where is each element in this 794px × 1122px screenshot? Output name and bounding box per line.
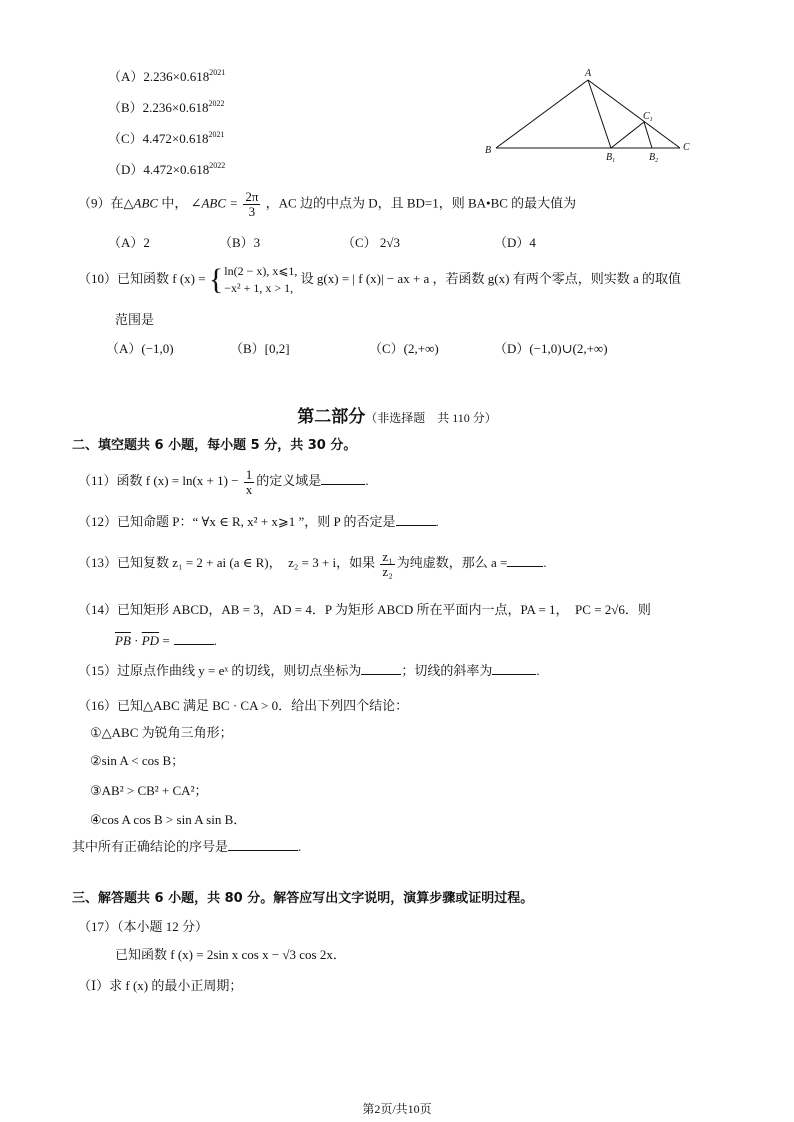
triangle-figure — [480, 62, 700, 170]
label-c1: $C_1$ — [643, 111, 653, 123]
q16-item-3: ③AB² > CB² + CA²； — [90, 783, 208, 798]
q9-option-d: （D）4 — [494, 235, 536, 250]
q10-piecewise: ln(2 − x), x⩽1, −x² + 1, x > 1, — [224, 264, 298, 296]
q16-item-2: ②sin A < cos B； — [90, 753, 185, 768]
q10-option-c: （C）(2,+∞) — [369, 341, 439, 356]
q9-option-a: （A）2 — [108, 235, 150, 250]
label-a: A — [585, 68, 592, 79]
label-c: C — [683, 142, 690, 153]
q10-stem: （10）已知函数 f (x) = { ln(2 − x), x⩽1, −x² + 1, x > 1, 设 g(x) = | f (x)| − ax + a ，若函数 g(x) 有两个零点，则实数 a 的取值 — [78, 263, 681, 297]
left-brace-icon: { — [208, 263, 224, 297]
q17-header: （17）（本小题 12 分） — [78, 919, 209, 934]
q16-item-1: ①△ABC 为锐角三角形； — [90, 725, 233, 740]
q13: （13）已知复数 z₁ = 2 + ai (a ∈ R)， z₂ = 3 + i，如果 $\frac{\text{z₁}}{\text{z₂}}$ 为纯虚数，那么 a = . — [78, 548, 547, 579]
q16: （16）已知△ABC 满足 BC · CA > 0．给出下列四个结论： — [78, 698, 409, 713]
section2-heading: 二、填空题共 6 小题，每小题 5 分，共 30 分。 — [72, 438, 357, 453]
section3-heading: 三、解答题共 6 小题，共 80 分。解答应写出文字说明，演算步骤或证明过程。 — [72, 891, 534, 906]
q10-option-d: （D）(−1,0)∪(2,+∞) — [494, 341, 608, 356]
q17-part1: （Ⅰ）求 f (x) 的最小正周期； — [78, 978, 243, 993]
q9-stem: （9）在△ABC 中， ∠ABC = $\frac{2\pi}{3}$ ，AC 边的中点为 D，且 BD=1，则 BA•BC 的最大值为 — [78, 189, 577, 219]
q14: （14）已知矩形 ABCD，AB = 3，AD = 4．P 为矩形 ABCD 所在平面内一点，PA = 1， PC = 2√6．则 — [78, 602, 651, 617]
q11: （11）函数 f (x) = ln(x + 1) − $\frac{1}{x}$ 的定义域是 . — [78, 466, 369, 497]
label-b2: $B_2$ — [649, 152, 659, 164]
q10-option-a: （A）(−1,0) — [106, 341, 174, 356]
q10-stem-cont: 范围是 — [115, 312, 155, 327]
label-b1: $B_1$ — [606, 152, 616, 164]
q9-option-c: （C） 2√3 — [342, 235, 401, 250]
q8-option-c: $(C)4.472\times 0.618^{2021}$ — [108, 130, 225, 146]
q9-option-b: （B）3 — [219, 235, 261, 250]
q8-option-b: $(B)2.236\times 0.618^{2022}$ — [108, 99, 225, 115]
q16-conclusion: 其中所有正确结论的序号是 . — [72, 839, 302, 854]
page-footer: 第2页/共10页 — [362, 1102, 432, 1116]
q8-option-d: $(D)4.472\times 0.618^{2022}$ — [108, 161, 226, 177]
q17-given: 已知函数 f (x) = 2sin x cos x − √3 cos 2x． — [115, 947, 346, 962]
q16-item-4: ④cos A cos B > sin A sin B． — [90, 812, 247, 827]
q10-option-b: （B）[0,2] — [230, 341, 290, 356]
part2-title: 第二部分（非选择题 共 110 分） — [297, 407, 497, 427]
label-b: B — [485, 145, 492, 156]
q14-cont: $\overline{PB} \cdot \overline{PD}$ = . — [115, 633, 217, 648]
q9-fraction: $\frac{2\pi}{3}$ — [245, 189, 259, 219]
q8-option-a: $(A)2.236\times 0.618^{2021}$ — [108, 68, 226, 84]
q12: （12）已知命题 P：“ ∀x ∈ R, x² + x⩾1 ”，则 P 的否定是 . — [78, 514, 439, 529]
q15: （15）过原点作曲线 y = eˣ 的切线，则切点坐标为 ；切线的斜率为 . — [78, 663, 540, 678]
